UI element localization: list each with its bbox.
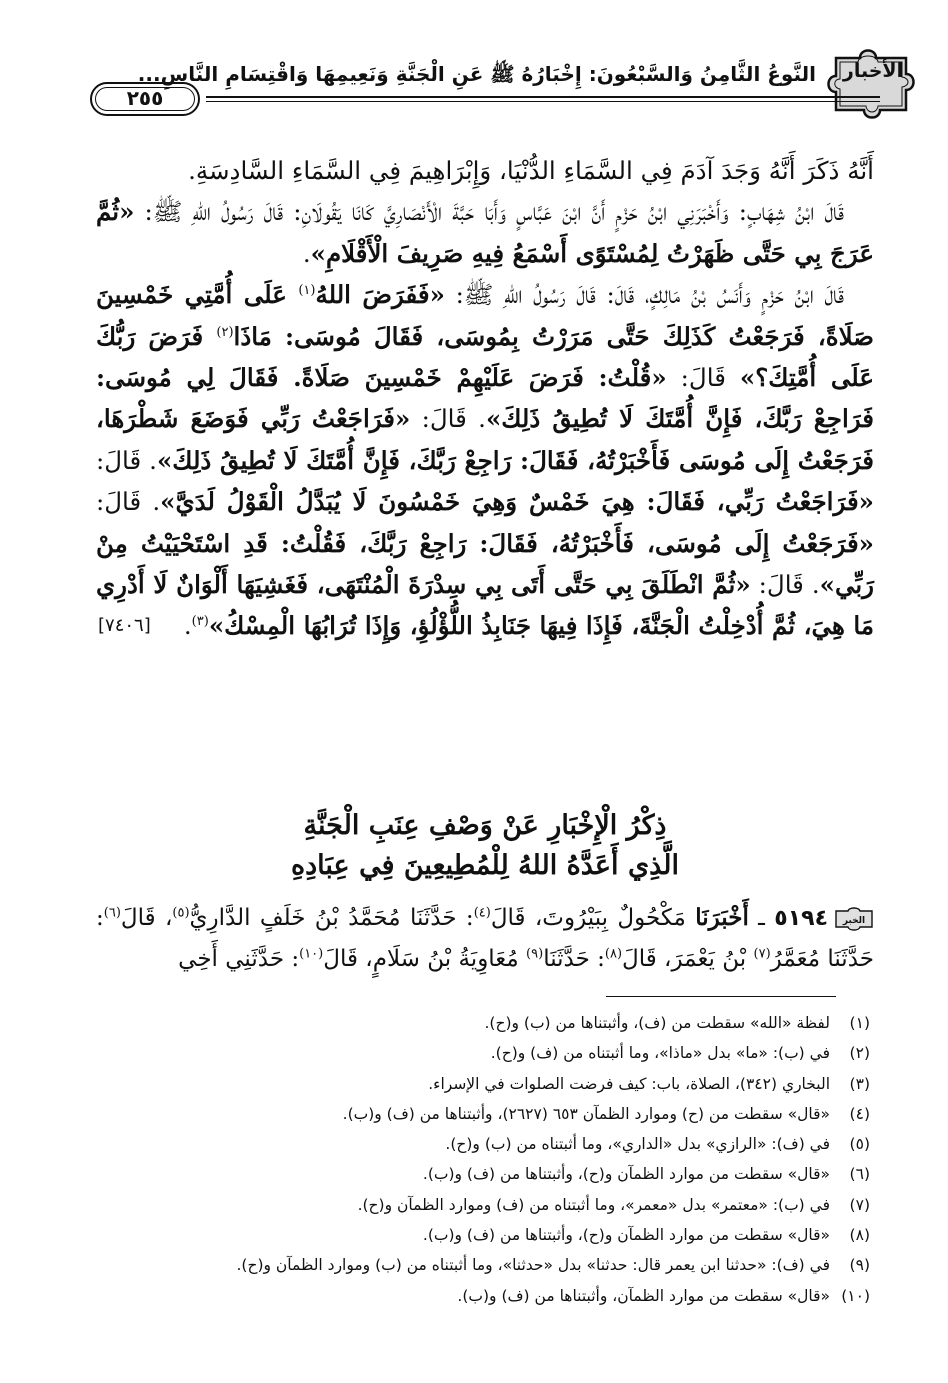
footnote-number: (٣) bbox=[849, 1074, 870, 1093]
prophetic-quote: «فَرَجَعْتُ إِلَى مُوسَى، فَأَخْبَرْتُهُ، فَقَالَ: رَاجِعْ رَبَّكَ، فَقُلْتُ: قَدِ اسْتَحْيَيْتُ مِنْ رَبِّي» bbox=[96, 528, 875, 600]
text-run: . قَالَ: bbox=[750, 570, 820, 600]
footnote-text: «قال» سقطت من موارد الظمآن، وأثبتناها من (ف) و(ب). bbox=[457, 1286, 830, 1305]
hadith-badge bbox=[834, 907, 874, 931]
prophetic-quote: «ثُمَّ عَرَجَ بِي حَتَّى ظَهَرْتُ لِمُسْتَوًى أَسْمَعُ فِيهِ صَرِيفَ الْأَقْلَامِ» bbox=[96, 197, 874, 268]
text-run: بْنُ يَعْمَرَ، قَالَ bbox=[622, 946, 754, 972]
text-run: . bbox=[302, 238, 311, 268]
footnote-number: (٩) bbox=[849, 1256, 870, 1275]
footnote-number: (٨) bbox=[849, 1226, 870, 1245]
footnote-number: (١) bbox=[849, 1014, 870, 1032]
hadith-number: ٥١٩٤ bbox=[774, 906, 828, 931]
text-run: . قَالَ: bbox=[96, 487, 161, 517]
prophetic-quote: «فَفَرَضَ اللهُ bbox=[315, 280, 445, 310]
footnote-ref[interactable]: (١٠) bbox=[299, 946, 324, 962]
footnote-text: في (ب): «ما» بدل «ماذا»، وما أثبتناه من (ف) و(ح). bbox=[490, 1044, 830, 1063]
footnote-item bbox=[110, 1190, 870, 1220]
text-run: مُعَاوِيَةُ بْنُ سَلَامٍ، قَالَ bbox=[323, 946, 527, 972]
footnote-text: في (ب): «معتمر» بدل «معمر»، وما أثبتناه من (ف) وموارد الظمآن و(ح). bbox=[357, 1195, 830, 1214]
running-title: النَّوعُ الثَّامِنُ وَالسَّبْعُونَ: إِخْبَارُهُ ﷺ عَنِ الْجَنَّةِ وَنَعِيمِهَا وَاقْتِسَامِ النَّاسِ... bbox=[137, 62, 816, 86]
footnote-number: (٢) bbox=[849, 1044, 870, 1063]
text-run: قَالَ: bbox=[666, 363, 740, 393]
footnote-number: (٦) bbox=[849, 1165, 870, 1184]
text-run: . bbox=[183, 611, 192, 641]
footnote-text: «قال» سقطت من موارد الظمآن و(ح)، وأثبتناها من (ف) و(ب). bbox=[422, 1165, 830, 1184]
footnote-item bbox=[110, 1038, 870, 1068]
text-run: قَالَ ابْنُ حَزْمٍ وَأَنَسُ بْنُ مَالِكٍ، قَالَ: قَالَ رَسُولُ اللهِ ﷺ: bbox=[444, 280, 844, 310]
hadith-entry bbox=[96, 898, 874, 979]
text-run: قَالَ ابْنُ شِهَابٍ: وَأَخْبَرَنِي ابْنُ حَزْمٍ أَنَّ ابْنَ عَبَّاسٍ وَأَبَا حَبَّةَ الْأَنْصَارِيَّ كَانَا يَقُولَانِ: قَالَ رَسُولُ اللهِ ﷺ: bbox=[134, 197, 844, 227]
reference-code: [٧٤٠٦] bbox=[98, 615, 151, 637]
footnote-item bbox=[110, 1159, 870, 1189]
hadith-opening: أَخْبَرَنَا bbox=[695, 904, 749, 931]
footnote-item bbox=[110, 1281, 870, 1311]
text-run: : حَدَّثَنَا bbox=[543, 946, 605, 972]
prophetic-quote: «قُلْتُ: فَرَضَ عَلَيْهِمْ خَمْسِينَ صَلَاةً. فَقَالَ لِي مُوسَى: فَرَاجِعْ رَبَّكَ، فَإِنَّ أُمَّتَكَ لَا تُطِيقُ ذَلِكَ» bbox=[96, 363, 874, 434]
footnote-item bbox=[110, 1008, 870, 1038]
puzzle-badge-icon bbox=[826, 44, 920, 122]
paragraph-2 bbox=[96, 191, 874, 274]
footnote-text: في (ف): «حدثنا ابن يعمر قال: حدثنا» بدل «حدثنا»، وما أثبتناه من (ب) وموارد الظمآن و(ح). bbox=[236, 1256, 830, 1275]
text-run: : حَدَّثَنِي أَخِي bbox=[178, 946, 300, 972]
footnote-ref[interactable]: (٨) bbox=[604, 946, 623, 962]
header-rule-thin bbox=[206, 101, 880, 102]
footnote-ref[interactable]: (٤) bbox=[473, 905, 491, 921]
footnote-ref[interactable]: (١) bbox=[298, 283, 316, 299]
main-text bbox=[96, 150, 874, 647]
paragraph-3 bbox=[96, 274, 874, 647]
prophetic-quote: عَلَى أُمَّتِي خَمْسِينَ صَلَاةً، فَرَجَعْتُ كَذَلِكَ حَتَّى مَرَرْتُ بِمُوسَى، فَقَالَ مُوسَى: مَاذَا bbox=[96, 280, 874, 351]
text-run: : حَدَّثَنَا مُحَمَّدُ بْنُ خَلَفٍ الدَّارِيُّ bbox=[189, 905, 474, 931]
footnote-text: «قال» سقطت من (ح) وموارد الظمآن ٦٥٣ (٢٦٢٧)، وأثبتناها من (ف) و(ب). bbox=[342, 1104, 830, 1123]
prophetic-quote: فَرَضَ رَبُّكَ عَلَى أُمَّتِكَ؟» bbox=[96, 321, 875, 393]
footnote-item bbox=[110, 1220, 870, 1250]
footnote-ref[interactable]: (٣) bbox=[191, 614, 209, 630]
prophetic-quote: «فَرَاجَعْتُ رَبِّي، فَقَالَ: هِيَ خَمْسٌ وَهِيَ خَمْسُونَ لَا يُبَدَّلُ الْقَوْلُ لَدَيَّ» bbox=[160, 487, 874, 517]
footnote-number: (١٠) bbox=[841, 1286, 870, 1305]
footnote-separator bbox=[606, 996, 836, 997]
footnote-text: «قال» سقطت من موارد الظمآن و(ح)، وأثبتناها من (ف) و(ب). bbox=[422, 1226, 830, 1245]
footnote-number: (٤) bbox=[849, 1104, 870, 1123]
section-badge-label: الأخبار bbox=[842, 60, 904, 82]
text-run: : حَدَّثَنَا مُعَمَّرُ bbox=[96, 905, 874, 972]
footnote-ref[interactable]: (٩) bbox=[526, 946, 544, 962]
footnote-ref[interactable]: (٦) bbox=[103, 905, 121, 921]
text-run: . قَالَ: bbox=[410, 404, 486, 434]
text-run: ـ bbox=[748, 905, 775, 931]
footnotes-list bbox=[110, 1008, 870, 1311]
prophetic-quote: «ثُمَّ انْطَلَقَ بِي حَتَّى أَتَى بِي سِدْرَةَ الْمُنْتَهَى، فَغَشِيَهَا أَلْوَانٌ لَا أَدْرِي مَا هِيَ، ثُمَّ أُدْخِلْتُ الْجَنَّةَ، فَإِذَا فِيهَا جَنَابِذُ اللُّؤْلُؤِ، وَإِذَا تُرَابُهَا الْمِسْكُ» bbox=[96, 570, 874, 641]
hadith-badge-label: الخبر bbox=[842, 916, 866, 926]
footnote-item bbox=[110, 1250, 870, 1280]
header-rule bbox=[206, 96, 880, 98]
footnote-text: البخاري (٣٤٢)، الصلاة، باب: كيف فرضت الصلوات في الإسراء. bbox=[428, 1074, 830, 1093]
footnote-item bbox=[110, 1129, 870, 1159]
footnote-text: لفظة «الله» سقطت من (ف)، وأثبتناها من (ب) و(ح). bbox=[484, 1014, 830, 1032]
page-number: ٢٥٥ bbox=[90, 82, 200, 116]
hadith-badge-icon bbox=[834, 907, 874, 931]
paragraph-1: أَنَّهُ ذَكَرَ أَنَّهُ وَجَدَ آدَمَ فِي السَّمَاءِ الدُّنْيَا، وَإِبْرَاهِيمَ فِي السَّمَاءِ السَّادِسَةِ. bbox=[188, 156, 874, 185]
text-run: ، قَالَ bbox=[120, 905, 173, 931]
footnote-ref[interactable]: (٧) bbox=[753, 946, 771, 962]
page-header bbox=[90, 60, 904, 124]
section-heading bbox=[96, 806, 874, 886]
footnote-item bbox=[110, 1099, 870, 1129]
footnote-number: (٥) bbox=[849, 1135, 870, 1154]
section-heading-line-1: ذِكْرُ الْإِخْبَارِ عَنْ وَصْفِ عِنَبِ الْجَنَّةِ bbox=[303, 810, 667, 841]
text-run: مَكْحُولٌ بِبَيْرُوتَ، قَالَ bbox=[490, 905, 696, 931]
footnote-text: في (ف): «الرازي» بدل «الداري»، وما أثبتناه من (ب) و(ح). bbox=[445, 1135, 830, 1154]
footnote-ref[interactable]: (٥) bbox=[172, 905, 190, 921]
prophetic-quote: «فَرَاجَعْتُ رَبِّي فَوَضَعَ شَطْرَهَا، فَرَجَعْتُ إِلَى مُوسَى فَأَخْبَرْتُهُ، فَقَالَ: رَاجِعْ رَبَّكَ، فَإِنَّ أُمَّتَكَ لَا تُطِيقُ ذَلِكَ» bbox=[96, 404, 874, 475]
text-run: . قَالَ: bbox=[96, 445, 157, 475]
footnote-item bbox=[110, 1069, 870, 1099]
footnote-number: (٧) bbox=[849, 1195, 870, 1214]
footnote-ref[interactable]: (٢) bbox=[216, 324, 234, 340]
section-badge bbox=[826, 44, 920, 122]
section-heading-line-2: الَّذِي أَعَدَّهُ اللهُ لِلْمُطِيعِينَ فِي عِبَادِهِ bbox=[291, 850, 679, 881]
